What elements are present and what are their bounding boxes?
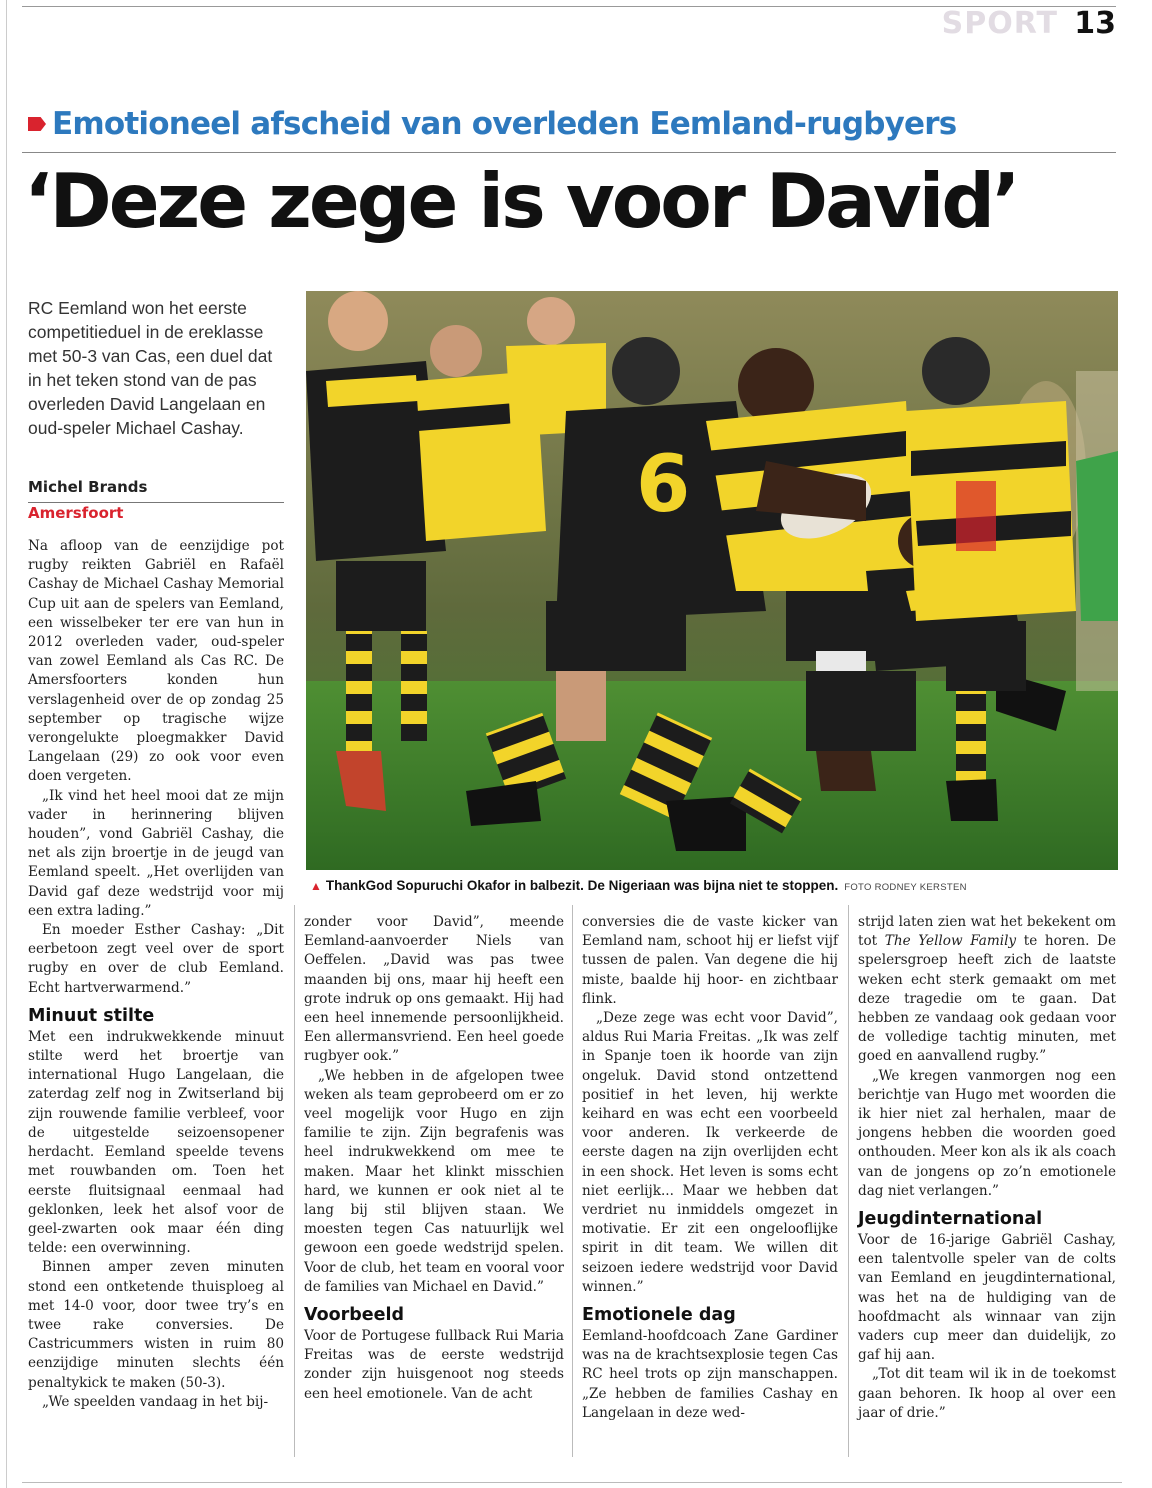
intro-paragraph: RC Eemland won het eerste competitieduel in de ereklasse met 50-3 van Cas, een duel dat in het teken stond van de pas overleden David Langelaan en oud-speler Michael Cashay.: [28, 298, 273, 438]
column-divider: [572, 905, 573, 1457]
byline-rule: [28, 502, 284, 503]
byline-place: Amersfoort: [28, 504, 124, 522]
subheading-minuut-stilte: Minuut stilte: [28, 1005, 155, 1026]
kicker-text: Emotioneel afscheid van overleden Eemland-rugbyers: [52, 106, 957, 142]
article-column-4: [858, 913, 1116, 1423]
section-label: SPORT: [941, 6, 1058, 41]
body-paragraph: [858, 913, 1116, 1067]
body-paragraph: Eemland-hoofdcoach Zane Gardiner was na de krachtsexplosie tegen Cas RC heel trots op zijn manschappen. „Ze hebben de families Cashay en Langelaan in deze wed-: [582, 1328, 838, 1421]
body-paragraph: „Ik vind het heel mooi dat ze mijn vader in herinnering blijven houden”, vond Gabriël Cashay, die net als zijn broertje in de jeugd van Eemland speelt. „Het overlijden van David gaf deze wedstrijd voor mij een extra lading.”: [28, 787, 284, 919]
body-paragraph: Met een indrukwekkende minuut stilte werd het broertje van international Hugo Langelaan, die zaterdag zelf nog in Zwitserland bij zijn rouwende familie verbleef, voor de uitgestelde seizoensopener herdacht. Eemland speelde tevens met rouwbanden om. Toen het eerste fluitsignaal eenmaal had geklonken, leek het alsof voor de geel-zwarten ook maar één ding telde: een overwinning.: [28, 1028, 284, 1257]
page-number: 13: [1074, 6, 1116, 41]
body-paragraph: zonder voor David”, meende Eemland-aanvoerder Niels van Oeffelen. „David was pas twee maanden bij ons, maar hij heeft een grote indruk op ons gemaakt. Hij had een heel innemende persoonlijkheid. Een allermansvriend. Een heel goede rugbyer ook.”: [304, 914, 564, 1065]
jersey-number: 6: [636, 440, 691, 530]
byline-author: Michel Brands: [28, 478, 148, 496]
caption-triangle-icon: ▲: [310, 879, 322, 893]
subheading-jeugdinternational: Jeugdinternational: [858, 1209, 1043, 1230]
body-paragraph: „Deze zege was echt voor David”, aldus Rui Maria Freitas. „Ik was zelf in Spanje toen ik hoorde van zijn ongeluk. David stond ontzettend positief in het leven, hij werkte keihard en was echt een voorbeeld voor anderen. Ik verkeerde de eerste dagen na zijn overlijden echt in een shock. Het leven is soms echt niet eerlijk... Maar we hebben dat verdriet nu inmiddels omgezet in motivatie. Er zit een ongelooflijke spirit in dit team. We willen dit seizoen iedere wedstrijd voor David winnen.”: [582, 1010, 838, 1295]
body-paragraph: „Tot dit team wil ik in de toekomst gaan behoren. Ik hoop al over een jaar of drie.”: [858, 1366, 1116, 1421]
body-paragraph: Binnen amper zeven minuten stond een ontketende thuisploeg al met 14-0 voor, door twee try’s en twee rake conversies. De Castricummers wisten in ruim 80 eenzijdige minuten slechts één penaltykick te maken (50-3).: [28, 1259, 284, 1391]
page-edge-rule: [6, 0, 7, 1488]
body-paragraph: Voor de 16-jarige Gabriël Cashay, een talentvolle speler van de colts van Eemland en jeugdinternational, was het na de huldiging van de hoofdmacht als winnaar van zijn vaders cup meer dan duidelijk, zo gaf hij aan.: [858, 1232, 1116, 1364]
article-column-2: [304, 913, 564, 1404]
photo-credit: FOTO RODNEY KERSTEN: [844, 882, 967, 893]
column-divider: [294, 905, 295, 1457]
headline: ‘Deze zege is voor David’: [24, 157, 1018, 245]
body-text: te horen. De spelersgroep heeft zich de laatste weken echt sterk gemaakt om met deze tragedie om te gaan. Dat hebben ze vandaag ook gedaan voor de volledige tachtig minuten, met goed en aanvallend rugby.”: [858, 933, 1116, 1065]
body-paragraph: „We hebben in de afgelopen twee weken als team geprobeerd om er zo veel mogelijk voor Hugo en zijn familie te zijn. Zijn begrafenis was heel indrukwekkend om mee te maken. Maar het klinkt misschien hard, we kunnen er ook niet al te lang bij stil blijven staan. We moesten tegen Cas natuurlijk wel gewoon een goede wedstrijd spelen. Voor de club, het team en vooral voor de families van Michael en David.”: [304, 1067, 564, 1295]
rugby-photo-illustration: [306, 291, 1118, 870]
rugby-photo: [306, 291, 1118, 870]
body-paragraph: En moeder Esther Cashay: „Dit eerbetoon zegt veel over de sport rugby en over de club Eemland. Echt hartverwarmend.”: [28, 922, 284, 996]
kicker: [28, 106, 956, 142]
team-nickname: The Yellow Family: [884, 933, 1017, 950]
article-column-1: [28, 537, 284, 1412]
article-column-3: [582, 913, 838, 1423]
body-paragraph: „We kregen vanmorgen nog een berichtje van Hugo met woorden die ik hier niet zal herhalen, maar de jongens hebben die woorden goed onthouden. Meer kon als ik als coach van de jongens op zo’n emotionele dag niet verlangen.”: [858, 1067, 1116, 1199]
subheading-voorbeeld: Voorbeeld: [304, 1305, 405, 1326]
kicker-arrow-icon: [28, 117, 46, 131]
body-paragraph: Na afloop van de eenzijdige pot rugby reikten Gabriël en Rafaël Cashay de Michael Cashay Memorial Cup uit aan de spelers van Eemland, een wisselbeker ter ere van hun in 2012 overleden vader, oud-speler van zowel Eemland als Cas RC. De Amersfoorters konden hun verslagenheid over de op zondag 25 september op tragische wijze verongelukte ploegmakker David Langelaan (29) zo ook voor even doen vergeten.: [28, 538, 284, 785]
footer-rule: [22, 1482, 1122, 1483]
body-paragraph: „We speelden vandaag in het bij-: [42, 1393, 269, 1410]
column-divider: [848, 905, 849, 1457]
kicker-rule: [22, 152, 1116, 153]
body-paragraph: Voor de Portugese fullback Rui Maria Freitas was de eerste wedstrijd zonder zijn huisgenoot nog steeds een heel emotionele. Van de acht: [304, 1328, 564, 1402]
photo-caption: [310, 878, 1120, 893]
body-paragraph: conversies die de vaste kicker van Eemland nam, schoot hij er liefst vijf tussen de palen. Van degene die hij miste, baalde hij hoor- en zichtbaar flink.: [582, 914, 838, 1007]
body-text: strijd laten zien wat het bekekent om tot: [858, 914, 1116, 950]
subheading-emotionele-dag: Emotionele dag: [582, 1305, 736, 1326]
caption-text: ThankGod Sopuruchi Okafor in balbezit. De Nigeriaan was bijna niet te stoppen.: [325, 878, 839, 893]
